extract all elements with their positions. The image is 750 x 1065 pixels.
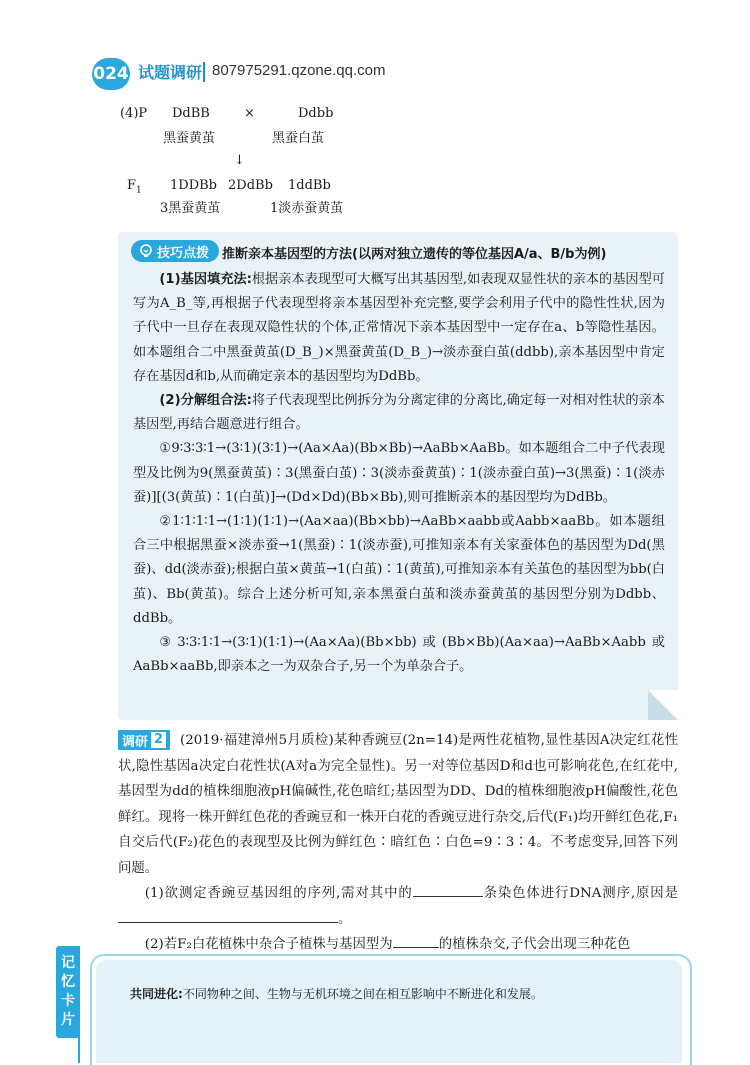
cross-p2-phenotype: 黑蚕白茧: [272, 131, 325, 146]
research-badge-number: 2: [151, 732, 166, 748]
lightbulb-icon: [139, 244, 153, 258]
research-body: [118, 728, 678, 958]
method-2-paragraph: [133, 389, 665, 437]
tips-badge-label: 技巧点拨: [157, 245, 210, 261]
cross-f1-genotype-3: 1ddBb: [288, 178, 331, 193]
answer-blank-2[interactable]: [118, 908, 338, 923]
cross-f1-label: $F_1$: [127, 178, 142, 196]
method-2-text: 将子代表现型比例拆分为分离定律的分离比,确定每一对相对性状的亲本基因型,再结合题意进行组合。: [133, 393, 665, 433]
page-number-badge: [92, 58, 130, 90]
case-3-paragraph: ③3∶3∶1∶1→(3∶1)(1∶1)→(Aa×Aa)(Bb×bb)或(Bb×Bb)(Aa×aa)→AaBb×Aabb或AaBb×aaBb,即亲本之一为双杂合子,另一个为单杂合子。: [133, 635, 665, 675]
cross-p1-phenotype: 黑蚕黄茧: [163, 131, 216, 146]
answer-blank-1[interactable]: [413, 882, 483, 897]
cross-f1-genotype-1: 1DDBb: [170, 178, 217, 193]
cross-arrow: ↓: [234, 153, 245, 168]
answer-blank-3[interactable]: [393, 933, 439, 948]
cross-p1-genotype: DdBB: [172, 106, 210, 121]
question-2: (2)若F₂白花植株中杂合子植株与基因型为 的植株杂交,子代会出现三种花色: [118, 932, 678, 958]
method-1-text: 根据亲本表现型可大概写出其基因型,如表现双显性状的亲本的基因型可写为A_B_等,再根据子代表现型将亲本基因型补充完整,要学会利用子代中的隐性性状,因为子代中一旦存在表现双隐性状的个体,正常情况下亲本基因型中一定存在a、b等隐性基因。如本题组合二中黑蚕黄茧(D_B_)×黑蚕黄茧(D_B_)→淡赤蚕白茧(ddbb),亲本基因型中肯定存在基因d和b,从而确定亲本的基因型均为DdBb。: [133, 272, 665, 384]
cross-p-label: (4)P: [120, 106, 148, 121]
cross-f1-phenotype-1: 3黑蚕黄茧: [160, 201, 221, 216]
memory-card-title: 共同进化:: [130, 987, 183, 1001]
question-1: (1)欲测定香豌豆基因组的序列,需对其中的 条染色体进行DNA测序,原因是。: [118, 881, 678, 932]
header-title: 试题调研: [138, 63, 203, 82]
cross-p2-genotype: Ddbb: [298, 106, 334, 121]
cross-f1-phenotype-2: 1淡赤蚕黄茧: [270, 201, 344, 216]
memory-card-text: [130, 985, 543, 1002]
header-divider: [203, 62, 205, 82]
method-2-title: (2)分解组合法:: [159, 393, 252, 409]
case-1-paragraph: ①9∶3∶3∶1→(3∶1)(3∶1)→(Aa×Aa)(Bb×Bb)→AaBb×AaBb。如本题组合二中子代表现型及比例为9(黑蚕黄茧)∶3(黑蚕白茧)∶3(淡赤蚕黄茧)∶1(淡赤蚕白茧)→3(黑蚕)∶1(淡赤蚕)][(3(黄茧)∶1(白茧)]→(Dd×Dd)(Bb×Bb),则可推断亲本的基因型均为DdBb。: [133, 441, 665, 505]
research-question-stem: (2019·福建漳州5月质检)某种香豌豆(2n=14)是两性花植物,显性基因A决定红花性状,隐性基因a决定白花性状(A对a为完全显性)。另一对等位基因D和d也可影响花色,在红花中,基因型为dd的植株细胞液pH偏碱性,花色暗红;基因型为DD、Dd的植株细胞液pH偏酸性,花色鲜红。现将一株开鲜红色花的香豌豆和一株开白花的香豌豆进行杂交,后代(F₁)均开鲜红色花,F₁自交后代(F₂)花色的表现型及比例为鲜红色∶暗红色∶白色=9∶3∶4。不考虑变异,回答下列问题。: [118, 733, 678, 876]
tips-body: [133, 268, 665, 679]
tips-heading: 推断亲本基因型的方法(以两对独立遗传的等位基因A/a、B/b为例): [222, 247, 607, 262]
method-1-title: (1)基因填充法:: [159, 272, 252, 287]
tips-box-fold: [648, 690, 678, 720]
header-url: 807975291.qzone.qq.com: [212, 62, 386, 79]
research-badge-label: 调研: [121, 734, 148, 750]
page-number: 024: [93, 64, 129, 84]
cross-f1-genotype-2: 2DdBb: [228, 178, 273, 193]
memory-card-tab: 记 忆 卡 片: [56, 946, 80, 1038]
case-2-paragraph: ②1∶1∶1∶1→(1∶1)(1∶1)→(Aa×aa)(Bb×bb)→AaBb×aabb或Aabb×aaBb。如本题组合三中根据黑蚕×淡赤蚕→1(黑蚕)∶1(淡赤蚕),可推知亲本有关家蚕体色的基因型为Dd(黑蚕)、dd(淡赤蚕);根据白茧×黄茧→1(白茧)∶1(黄茧),可推知亲本有关茧色的基因型为bb(白茧)、Bb(黄茧)。综合上述分析可知,亲本黑蚕白茧和淡赤蚕黄茧的基因型分别为Ddbb、ddBb。: [133, 514, 665, 626]
method-1-paragraph: [133, 268, 665, 389]
cross-times: ×: [244, 106, 255, 121]
tips-badge: [131, 240, 219, 262]
memory-card-content: 不同物种之间、生物与无机环境之间在相互影响中不断进化和发展。: [182, 987, 543, 1001]
memory-card-inner: [96, 960, 682, 1063]
